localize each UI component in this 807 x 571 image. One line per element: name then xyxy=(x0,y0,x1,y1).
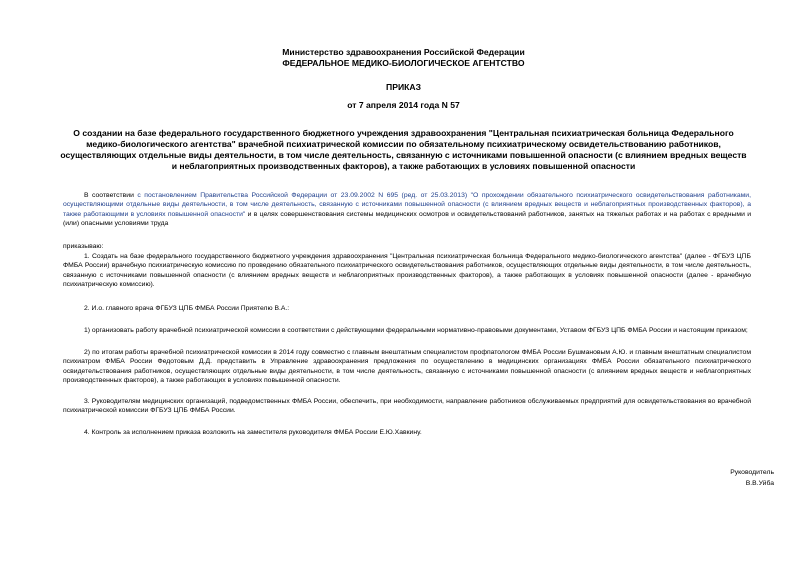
order-item-4: 4. Контроль за исполнением приказа возложить на заместителя руководителя ФМБА России Е.Ю.Хавкину. xyxy=(84,429,422,436)
order-word: приказываю: xyxy=(63,243,104,250)
order-item-2: 2. И.о. главного врача ФГБУЗ ЦПБ ФМБА России Приятелю В.А.: xyxy=(84,305,290,312)
agency-name: ФЕДЕРАЛЬНОЕ МЕДИКО-БИОЛОГИЧЕСКОЕ АГЕНТСТВО xyxy=(282,58,525,68)
signatory-position: Руководитель xyxy=(730,469,774,476)
order-item-2-2: 2) по итогам работы врачебной психиатрической комиссии в 2014 году совместно с главным внештатным специалистом профпатологом ФМБА России Бушмановым А.Ю. и главным внештатным специалистом психиатром ФМБА России Федотовым Д.Д. представить в Управление здравоохранения предложения по осуществлению в медицинских организациях ФМБА России обязательного психиатрического освидетельствования работников, осуществляющих отдельные виды деятельности, в том числе деятельность, связанную с источниками повышенной опасности (с влиянием вредных веществ и неблагоприятных производственных факторов), а также работающих в условиях повышенной опасности. xyxy=(63,349,751,384)
order-item-2-1: 1) организовать работу врачебной психиатрической комиссии в соответствии с действующими федеральными нормативно-правовыми документами, Уставом ФГБУЗ ЦПБ ФМБА России и настоящим приказом; xyxy=(84,327,748,334)
preamble-start: В соответствии xyxy=(84,192,138,199)
ministry-header xyxy=(0,47,807,69)
preamble-paragraph xyxy=(63,191,751,228)
ministry-name: Министерство здравоохранения Российской Федерации xyxy=(282,47,525,57)
order-item-3: 3. Руководителям медицинских организаций, подведомственных ФМБА России, обеспечить, при необходимости, направление работников обслуживаемых предприятий для освидетельствования во врачебной психиатрической комиссии ФГБУЗ ЦПБ ФМБА России. xyxy=(63,398,751,415)
document-type: ПРИКАЗ xyxy=(386,82,421,92)
order-item-1: 1. Создать на базе федерального государственного бюджетного учреждения здравоохранения "Центральная психиатрическая больница Федерального медико-биологического агентства" (далее - ФГБУЗ ЦПБ ФМБА России) врачебную психиатрическую комиссию по проведению обязательного психиатрического освидетельствования работников, осуществляющих отдельные виды деятельности, в том числе деятельность, связанную с источниками повышенной опасности (с влиянием вредных веществ и неблагоприятных производственных факторов), а также работающих в условиях повышенной опасности (далее - врачебную психиатрическую комиссию). xyxy=(63,253,751,288)
signatory-name: В.В.Уйба xyxy=(745,480,774,487)
signature-block xyxy=(730,467,774,489)
document-title: О создании на базе федерального государственного бюджетного учреждения здравоохранения "Центральная психиатрическая больница Федерального медико-биологического агентства" врачебной психиатрической комиссии по обязательному психиатрическому освидетельствованию работников, осуществляющих отдельные виды деятельности, в том числе деятельность, связанную с источниками повышенной опасности (с влиянием вредных веществ и неблагоприятных производственных факторов), а также работающих в условиях повышенной опасности xyxy=(60,128,747,171)
document-date: от 7 апреля 2014 года N 57 xyxy=(347,100,460,110)
regulation-link[interactable]: с постановлением Правительства Российской Федерации от 23.09.2002 N 695 (ред. от 25.03.2013) "О прохождении обязательного психиатрического освидетельствования работниками, осуществляющими отдельные виды деятельности, в том числе деятельность, связанную с источниками повышенной опасности (с влиянием вредных веществ и неблагоприятных производственных факторов), а также работающими в условиях повышенной опасности" xyxy=(63,192,751,218)
preamble-end: и в целях совершенствования системы медицинских осмотров и освидетельствований работников, занятых на тяжелых работах и на работах с вредными и (или) опасными условиями труда xyxy=(63,210,751,227)
